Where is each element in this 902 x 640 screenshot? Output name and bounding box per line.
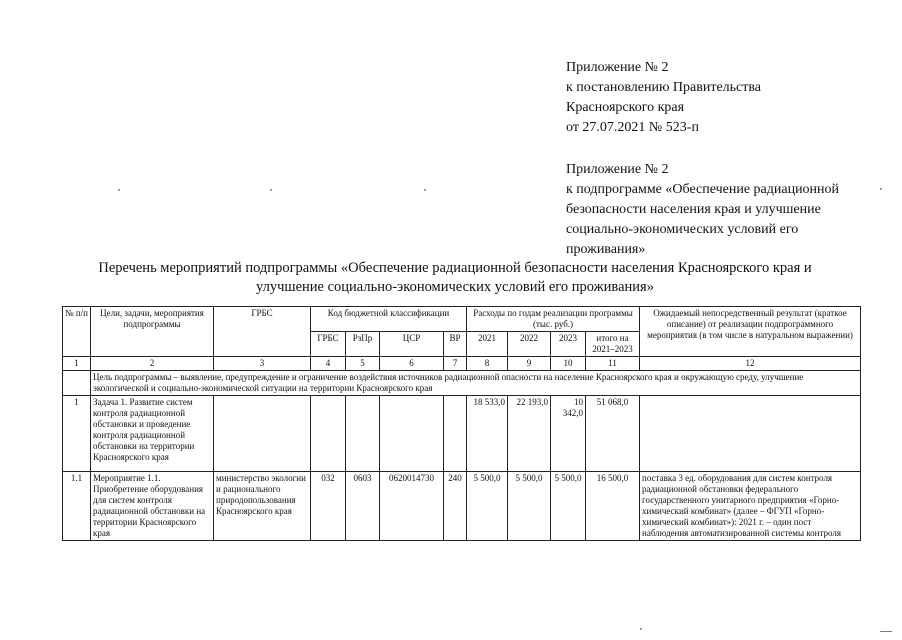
scan-speck <box>640 628 642 630</box>
measure-row <box>63 472 861 541</box>
measure-num: 1.1 <box>63 472 91 541</box>
task-csr <box>380 396 444 472</box>
header-vr: ВР <box>444 332 467 357</box>
task-grbs-code <box>311 396 346 472</box>
appendix-line: к постановлению Правительства <box>566 80 762 95</box>
measures-table <box>62 306 861 541</box>
appendix-line: проживания» <box>566 242 646 257</box>
header-2023: 2023 <box>551 332 586 357</box>
scan-speck <box>880 188 882 190</box>
header-budget-code: Код бюджетной классификации <box>311 307 467 332</box>
header-expenses: Расходы по годам реализации программы (тыс. руб.) <box>467 307 640 332</box>
appendix-line: Красноярского края <box>566 100 685 115</box>
header-csr: ЦСР <box>380 332 444 357</box>
header-num: № п/п <box>63 307 91 357</box>
header-rzpr: РзПр <box>346 332 380 357</box>
task-2023: 10 342,0 <box>551 396 586 472</box>
appendix-header-resolution <box>566 58 761 138</box>
header-grbs: ГРБС <box>214 307 311 357</box>
scan-speck <box>424 189 426 191</box>
measure-grbs-code: 032 <box>311 472 346 541</box>
column-number: 3 <box>214 357 311 371</box>
task-total: 51 068,0 <box>586 396 640 472</box>
task-rzpr <box>346 396 380 472</box>
column-number: 4 <box>311 357 346 371</box>
task-row <box>63 396 861 472</box>
task-vr <box>444 396 467 472</box>
header-2021: 2021 <box>467 332 508 357</box>
column-number: 12 <box>640 357 861 371</box>
column-number: 1 <box>63 357 91 371</box>
column-number: 7 <box>444 357 467 371</box>
appendix-line: к подпрограмме «Обеспечение радиационной <box>566 182 840 197</box>
measure-2021: 5 500,0 <box>467 472 508 541</box>
measure-rzpr: 0603 <box>346 472 380 541</box>
header-total: итого на 2021–2023 <box>586 332 640 357</box>
title-line: улучшение социально-экономических условий его проживания» <box>256 279 654 295</box>
appendix-line: Приложение № 2 <box>566 162 669 177</box>
goal-empty-cell <box>63 371 91 396</box>
measure-result: поставка 3 ед. оборудования для систем контроля радиационной обстановки федерального государственного унитарного предприятия «Горно-химический комбинат» (далее – ФГУП «Горно-химический комбинат»): 2021 г. – один пост наблюдения автоматизированной системы контроля <box>640 472 861 541</box>
goal-text: Цель подпрограммы – выявление, предупреждение и ограничение воздействия источников радиационной опасности на население Красноярского края и окружающую среду, улучшение экологической и социально-экономической ситуации на территории Красноярского края <box>91 371 861 396</box>
column-number: 10 <box>551 357 586 371</box>
header-goals: Цели, задачи, мероприятия подпрограммы <box>91 307 214 357</box>
task-2022: 22 193,0 <box>508 396 551 472</box>
measure-csr: 0620014730 <box>380 472 444 541</box>
document-title <box>60 259 850 297</box>
goal-row <box>63 371 861 396</box>
header-grbs-code: ГРБС <box>311 332 346 357</box>
title-line: Перечень мероприятий подпрограммы «Обеспечение радиационной безопасности населения Красноярского края и <box>98 260 812 276</box>
header-2022: 2022 <box>508 332 551 357</box>
measure-vr: 240 <box>444 472 467 541</box>
measure-total: 16 500,0 <box>586 472 640 541</box>
measure-name: Мероприятие 1.1. Приобретение оборудования для систем контроля радиационной обстановки на территории Красноярского края <box>91 472 214 541</box>
column-number: 8 <box>467 357 508 371</box>
task-2021: 18 533,0 <box>467 396 508 472</box>
scan-speck <box>880 631 892 632</box>
task-name: Задача 1. Развитие систем контроля радиационной обстановки и проведение контроля радиационной обстановки на территории Красноярского края <box>91 396 214 472</box>
appendix-line: от 27.07.2021 № 523-п <box>566 120 699 135</box>
header-row <box>63 307 861 332</box>
task-grbs <box>214 396 311 472</box>
task-num: 1 <box>63 396 91 472</box>
measure-2023: 5 500,0 <box>551 472 586 541</box>
appendix-line: социально-экономических условий его <box>566 222 799 237</box>
column-number: 5 <box>346 357 380 371</box>
column-number: 11 <box>586 357 640 371</box>
column-number: 6 <box>380 357 444 371</box>
appendix-line: безопасности населения края и улучшение <box>566 202 821 217</box>
column-number: 9 <box>508 357 551 371</box>
scan-speck <box>270 189 272 191</box>
measure-grbs: министерство экологии и рационального природопользования Красноярского края <box>214 472 311 541</box>
header-result: Ожидаемый непосредственный результат (краткое описание) от реализации подпрограммного мероприятия (в том числе в натуральном выражении) <box>640 307 861 357</box>
appendix-line: Приложение № 2 <box>566 60 669 75</box>
task-result <box>640 396 861 472</box>
column-number: 2 <box>91 357 214 371</box>
column-numbers-row <box>63 357 861 371</box>
measure-2022: 5 500,0 <box>508 472 551 541</box>
appendix-header-subprogram <box>566 160 839 260</box>
scan-speck <box>118 189 120 191</box>
